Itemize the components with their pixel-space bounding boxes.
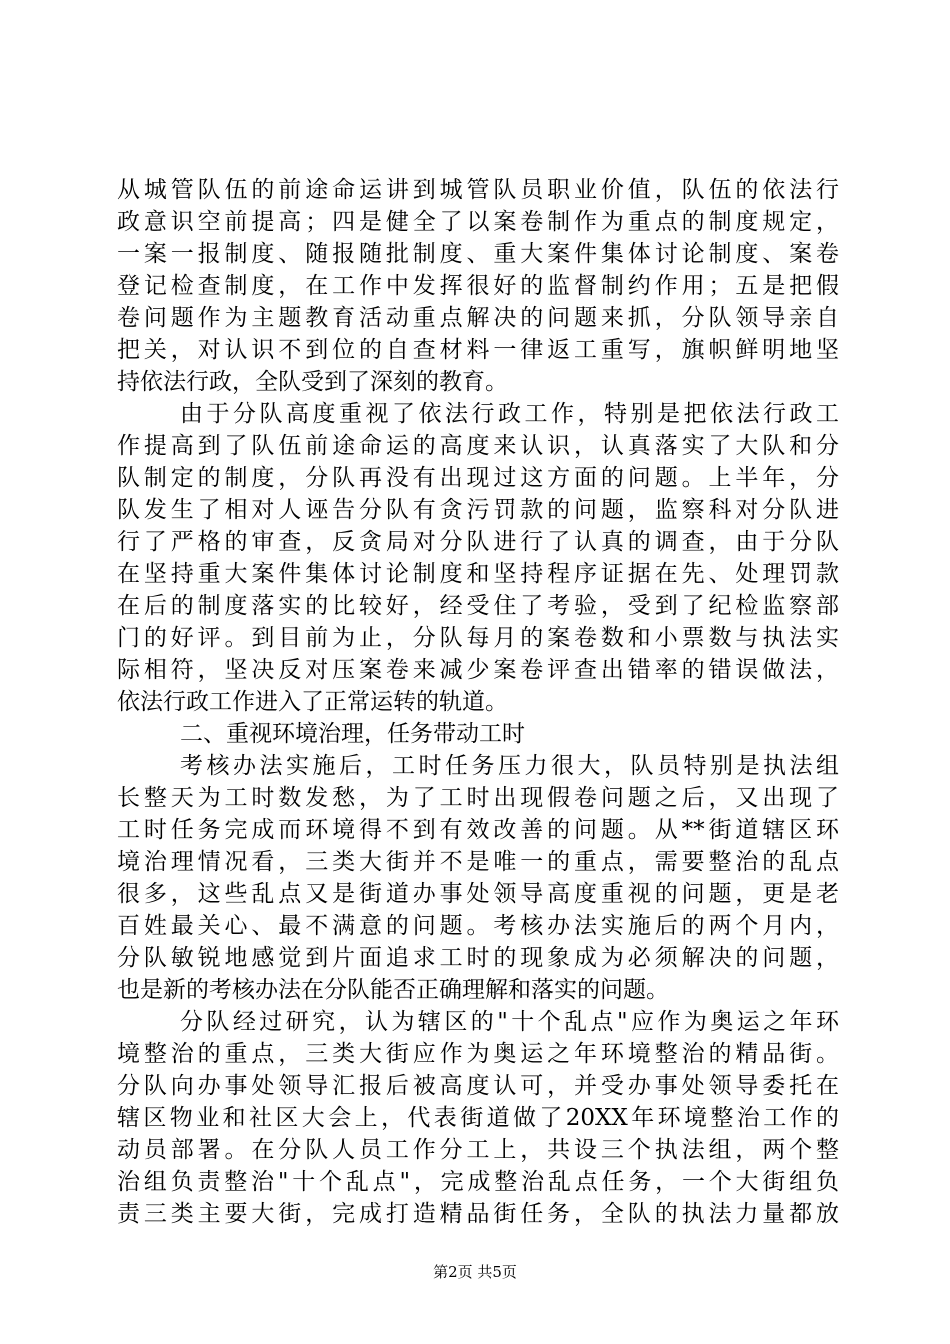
body-text-line: 把关，对认识不到位的自查材料一律返工重写，旗帜鲜明地坚 <box>117 337 839 363</box>
body-text-line: 登记检查制度，在工作中发挥很好的监督制约作用；五是把假 <box>117 273 839 299</box>
page-footer <box>0 1262 950 1282</box>
body-text-line: 由于分队高度重视了依法行政工作，特别是把依法行政工 <box>180 401 839 427</box>
body-text-line: 工时任务完成而环境得不到有效改善的问题。从**街道辖区环 <box>117 817 839 843</box>
section-heading: 二、重视环境治理，任务带动工时 <box>180 721 525 747</box>
body-text-line: 责三类主要大街，完成打造精品街任务，全队的执法力量都放 <box>117 1201 839 1227</box>
body-text-line: 依法行政工作进入了正常运转的轨道。 <box>117 689 508 715</box>
body-text-line: 在坚持重大案件集体讨论制度和坚持程序证据在先、处理罚款 <box>117 561 839 587</box>
body-text-line: 一案一报制度、随报随批制度、重大案件集体讨论制度、案卷 <box>117 241 839 267</box>
body-text-line: 很多，这些乱点又是街道办事处领导高度重视的问题，更是老 <box>117 881 839 907</box>
body-text-line: 考核办法实施后，工时任务压力很大，队员特别是执法组 <box>180 753 839 779</box>
body-text-line: 作提高到了队伍前途命运的高度来认识，认真落实了大队和分 <box>117 433 839 459</box>
body-text-line: 辖区物业和社区大会上，代表街道做了20XX年环境整治工作的 <box>117 1105 839 1131</box>
body-text-line: 分队向办事处领导汇报后被高度认可，并受办事处领导委托在 <box>117 1073 839 1099</box>
body-text-line: 行了严格的审查，反贪局对分队进行了认真的调查，由于分队 <box>117 529 839 555</box>
body-text-line: 持依法行政，全队受到了深刻的教育。 <box>117 369 508 395</box>
body-text-line: 从城管队伍的前途命运讲到城管队员职业价值，队伍的依法行 <box>117 177 839 203</box>
body-text-line: 境整治的重点，三类大街应作为奥运之年环境整治的精品街。 <box>117 1041 839 1067</box>
body-text-line: 队制定的制度，分队再没有出现过这方面的问题。上半年，分 <box>117 465 839 491</box>
body-text-line: 在后的制度落实的比较好，经受住了考验，受到了纪检监察部 <box>117 593 839 619</box>
body-text-line: 长整天为工时数发愁，为了工时出现假卷问题之后，又出现了 <box>117 785 839 811</box>
body-text-line: 分队经过研究，认为辖区的"十个乱点"应作为奥运之年环 <box>180 1009 839 1035</box>
body-text-line: 队发生了相对人诬告分队有贪污罚款的问题，监察科对分队进 <box>117 497 839 523</box>
body-text-line: 动员部署。在分队人员工作分工上，共设三个执法组，两个整 <box>117 1137 839 1163</box>
body-text-line: 分队敏锐地感觉到片面追求工时的现象成为必须解决的问题， <box>117 945 839 971</box>
page-number-label: 第2页 共5页 <box>433 1263 517 1281</box>
body-text-line: 卷问题作为主题教育活动重点解决的问题来抓，分队领导亲自 <box>117 305 839 331</box>
body-text-line: 境治理情况看，三类大街并不是唯一的重点，需要整治的乱点 <box>117 849 839 875</box>
body-text-line: 门的好评。到目前为止，分队每月的案卷数和小票数与执法实 <box>117 625 839 651</box>
body-text-line: 百姓最关心、最不满意的问题。考核办法实施后的两个月内， <box>117 913 839 939</box>
body-text-line: 也是新的考核办法在分队能否正确理解和落实的问题。 <box>117 977 669 1003</box>
body-text-line: 治组负责整治"十个乱点"，完成整治乱点任务，一个大街组负 <box>117 1169 839 1195</box>
body-text-line: 政意识空前提高；四是健全了以案卷制作为重点的制度规定， <box>117 209 839 235</box>
body-text-line: 际相符，坚决反对压案卷来减少案卷评查出错率的错误做法， <box>117 657 839 683</box>
